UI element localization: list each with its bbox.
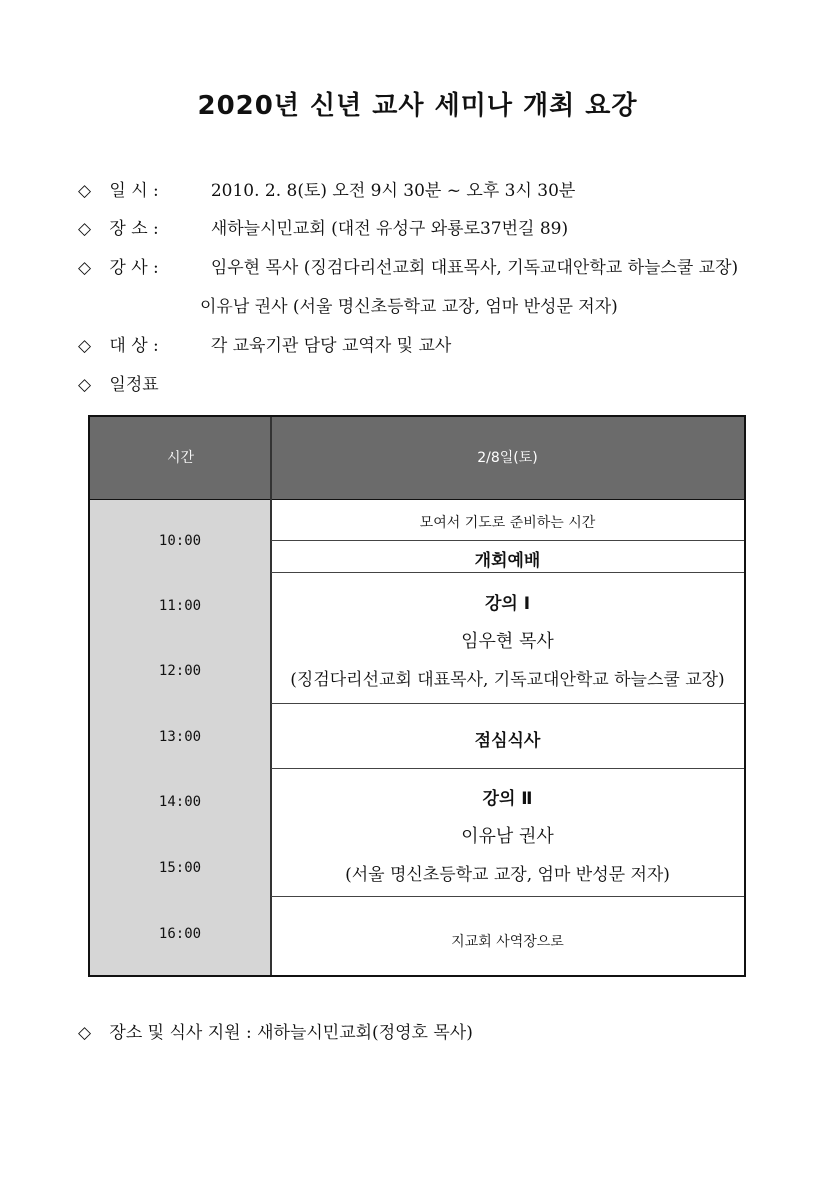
header-day: 2/8일(토) (477, 450, 538, 466)
info-audience (78, 331, 451, 356)
info-venue (78, 214, 568, 239)
row-divider (271, 896, 744, 897)
footer-note (78, 1018, 473, 1043)
column-divider (270, 417, 272, 975)
info-label: 일정표 (109, 375, 159, 395)
time-label: 12:00 (158, 663, 202, 679)
row-divider (271, 540, 744, 541)
diamond-icon: ◇ (78, 181, 92, 201)
diamond-icon: ◇ (78, 219, 92, 239)
info-label: 장 소 : (109, 219, 159, 239)
diamond-icon: ◇ (78, 375, 92, 395)
time-label: 10:00 (158, 533, 202, 549)
time-label: 15:00 (158, 860, 202, 876)
prayer-cell: 모여서 기도로 준비하는 시간 (419, 515, 596, 531)
diamond-icon: ◇ (78, 336, 92, 356)
footer-text: 장소 및 식사 지원 : 새하늘시민교회(정영호 목사) (109, 1023, 473, 1043)
closing-cell: 지교회 사역장으로 (451, 934, 564, 950)
info-value: 임우현 목사 (징검다리선교회 대표목사, 기독교대안학교 하늘스쿨 교장) (210, 258, 739, 278)
lecture1-desc: (징검다리선교회 대표목사, 기독교대안학교 하늘스쿨 교장) (290, 670, 725, 690)
lecture2-speaker: 이유남 권사 (461, 826, 554, 847)
info-label: 일 시 : (109, 181, 159, 201)
header-time: 시간 (166, 450, 195, 466)
lecture1-title: 강의 Ⅰ (484, 594, 531, 614)
info-speaker-2 (200, 292, 618, 317)
info-value: 2010. 2. 8(토) 오전 9시 30분 ~ 오후 3시 30분 (210, 181, 576, 201)
info-value: 이유남 권사 (서울 명신초등학교 교장, 엄마 반성문 저자) (200, 297, 618, 317)
lecture2-desc: (서울 명신초등학교 교장, 엄마 반성문 저자) (345, 865, 670, 885)
lecture2-title: 강의 Ⅱ (482, 789, 533, 809)
time-label: 16:00 (158, 926, 202, 942)
info-label: 대 상 : (109, 336, 159, 356)
document-title: 2020년 신년 교사 세미나 개최 요강 (197, 91, 638, 121)
info-value: 새하늘시민교회 (대전 유성구 와룡로37번길 89) (210, 219, 569, 239)
schedule-table (88, 415, 746, 977)
info-datetime (78, 176, 575, 201)
row-divider (271, 768, 744, 769)
row-divider (271, 572, 744, 573)
time-label: 14:00 (158, 794, 202, 810)
time-label: 11:00 (158, 598, 202, 614)
lunch-cell: 점심식사 (474, 731, 541, 751)
diamond-icon: ◇ (78, 1023, 92, 1043)
info-speaker (78, 253, 738, 278)
info-value: 각 교육기관 담당 교역자 및 교사 (210, 336, 452, 356)
info-schedule-label (78, 370, 159, 395)
lecture1-speaker: 임우현 목사 (461, 631, 554, 652)
row-divider (271, 703, 744, 704)
time-label: 13:00 (158, 729, 202, 745)
opening-cell: 개회예배 (474, 551, 541, 571)
info-label: 강 사 : (109, 258, 159, 278)
diamond-icon: ◇ (78, 258, 92, 278)
